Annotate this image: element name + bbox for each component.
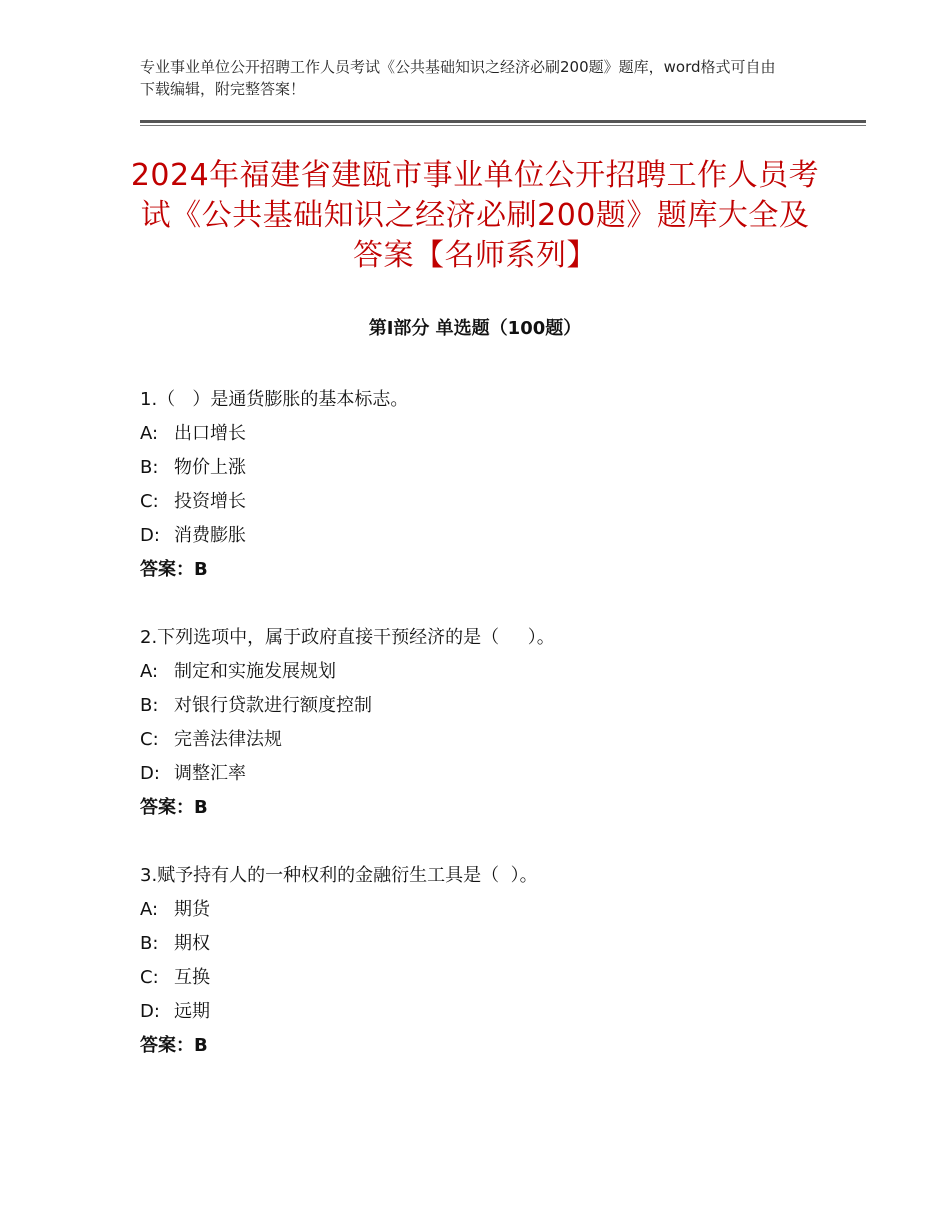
question-stem: 3.赋予持有人的一种权利的金融衍生工具是（ ）。: [140, 865, 538, 886]
header-divider-thick: [140, 120, 866, 123]
option-a: [140, 655, 840, 689]
answer-line: 答案：B: [140, 1035, 208, 1056]
option-b: [140, 689, 840, 723]
option-text: 消费膨胀: [174, 525, 246, 546]
option-letter: B:: [140, 695, 159, 716]
option-d: [140, 995, 840, 1029]
option-letter: D:: [140, 763, 160, 784]
option-text: 投资增长: [174, 491, 246, 512]
option-b: [140, 451, 840, 485]
option-text: 制定和实施发展规划: [174, 661, 336, 682]
option-text: 调整汇率: [174, 763, 246, 784]
option-a: [140, 893, 840, 927]
option-c: [140, 723, 840, 757]
question-2: [140, 621, 840, 825]
option-text: 期货: [174, 899, 210, 920]
option-text: 完善法律法规: [174, 729, 282, 750]
question-stem: 2.下列选项中，属于政府直接干预经济的是（ ）。: [140, 627, 555, 648]
answer-line: 答案：B: [140, 559, 208, 580]
option-letter: D:: [140, 525, 160, 546]
question-3: [140, 859, 840, 1063]
option-letter: A:: [140, 423, 159, 444]
document-title: 2024年福建省建瓯市事业单位公开招聘工作人员考试《公共基础知识之经济必刷200题》题库大全及答案【名师系列】: [130, 158, 820, 273]
answer-line: 答案：B: [140, 797, 208, 818]
header-note: 专业事业单位公开招聘工作人员考试《公共基础知识之经济必刷200题》题库，word格式可自由下载编辑，附完整答案！: [140, 58, 776, 98]
option-letter: A:: [140, 661, 159, 682]
option-letter: C:: [140, 967, 159, 988]
option-text: 物价上涨: [174, 457, 246, 478]
option-d: [140, 519, 840, 553]
option-letter: B:: [140, 933, 159, 954]
question-stem: 1.（ ）是通货膨胀的基本标志。: [140, 389, 409, 410]
question-list: [140, 383, 840, 1097]
option-b: [140, 927, 840, 961]
option-text: 期权: [174, 933, 210, 954]
option-text: 出口增长: [174, 423, 246, 444]
option-d: [140, 757, 840, 791]
option-letter: C:: [140, 729, 159, 750]
section-title: 第I部分 单选题（100题）: [368, 318, 582, 339]
option-text: 对银行贷款进行额度控制: [174, 695, 372, 716]
header-divider-thin: [140, 125, 866, 126]
option-c: [140, 961, 840, 995]
option-text: 远期: [174, 1001, 210, 1022]
option-c: [140, 485, 840, 519]
option-letter: A:: [140, 899, 159, 920]
option-letter: D:: [140, 1001, 160, 1022]
option-letter: C:: [140, 491, 159, 512]
option-text: 互换: [174, 967, 210, 988]
option-a: [140, 417, 840, 451]
question-1: [140, 383, 840, 587]
option-letter: B:: [140, 457, 159, 478]
